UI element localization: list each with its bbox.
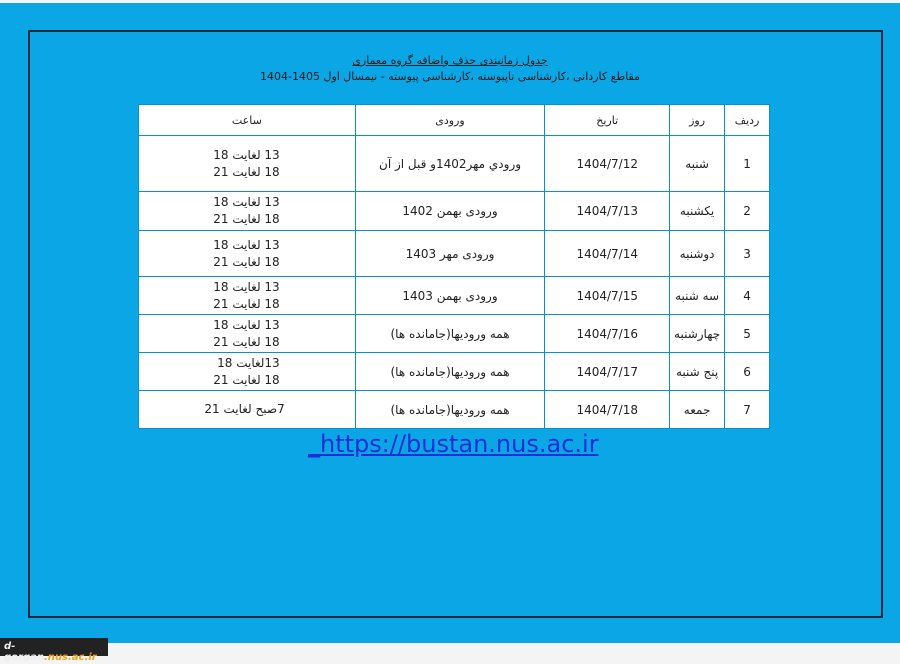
- row-entry: همه ورودیها(جامانده ها): [355, 315, 545, 353]
- time-range: 18 لغایت 21: [213, 164, 280, 179]
- time-range: 13 لغایت 18: [213, 195, 280, 209]
- row-number: 5: [725, 315, 770, 353]
- row-date: 1404/7/14: [545, 231, 670, 277]
- table-header: [139, 105, 770, 136]
- row-date: 1404/7/13: [545, 192, 670, 231]
- row-time: [139, 231, 356, 277]
- row-time: [139, 192, 356, 231]
- row-date: 1404/7/16: [545, 315, 670, 353]
- row-number: 7: [725, 391, 770, 429]
- row-entry: ورودی بهمن 1402: [355, 192, 545, 231]
- row-day: شنبه: [670, 136, 725, 192]
- page-title: [0, 54, 900, 67]
- header-time: ساعت: [139, 105, 356, 136]
- row-day: یکشنبه: [670, 192, 725, 231]
- header-date: تاریخ: [545, 105, 670, 136]
- table-row: [139, 353, 770, 391]
- row-day: جمعه: [670, 391, 725, 429]
- time-range: 7صبح لغایت 21: [204, 402, 285, 416]
- row-time: [139, 136, 356, 192]
- website-link-container: [308, 430, 599, 458]
- subtitle: مقاطع کاردانی ،کارشناسی ناپیوسته ،کارشناسی پیوسته - نیمسال اول 1405-1404: [259, 70, 641, 83]
- row-date: 1404/7/17: [545, 353, 670, 391]
- row-number: 2: [725, 192, 770, 231]
- row-day: پنج شنبه: [670, 353, 725, 391]
- row-time: [139, 315, 356, 353]
- badge-text-b: .nus.ac.ir: [44, 652, 97, 663]
- table-row: [139, 277, 770, 315]
- row-date: 1404/7/15: [545, 277, 670, 315]
- row-number: 3: [725, 231, 770, 277]
- table-row: [139, 192, 770, 231]
- header-entry: ورودی: [355, 105, 545, 136]
- row-entry: ورودی بهمن 1403: [355, 277, 545, 315]
- row-number: 4: [725, 277, 770, 315]
- row-number: 6: [725, 353, 770, 391]
- row-date: 1404/7/18: [545, 391, 670, 429]
- time-range: 13 لغایت 18: [213, 147, 280, 162]
- link-prefix: _: [308, 430, 320, 458]
- row-number: 1: [725, 136, 770, 192]
- schedule-table: [138, 104, 770, 429]
- header-day: روز: [670, 105, 725, 136]
- row-entry: ورودی مهر 1403: [355, 231, 545, 277]
- time-range: 18 لغایت 21: [213, 254, 280, 269]
- row-time: [139, 277, 356, 315]
- table-row: [139, 231, 770, 277]
- row-entry: همه ورودیها(جامانده ها): [355, 391, 545, 429]
- row-time: [139, 353, 356, 391]
- time-range: 18 لغایت 21: [213, 212, 280, 226]
- table-row: [139, 136, 770, 192]
- row-day: دوشنبه: [670, 231, 725, 277]
- row-entry: ورودي مهر1402و قبل از آن: [355, 136, 545, 192]
- row-entry: همه ورودیها(جامانده ها): [355, 353, 545, 391]
- title-text: جدول زمانبندی حذف واضافه گروه معماری: [352, 54, 548, 67]
- website-link[interactable]: https://bustan.nus.ac.ir: [320, 430, 599, 458]
- time-range: 18 لغایت 21: [213, 334, 280, 349]
- time-range: 13لغایت 18: [217, 355, 280, 370]
- watermark-badge: [0, 638, 108, 663]
- row-day: سه شنبه: [670, 277, 725, 315]
- row-date: 1404/7/12: [545, 136, 670, 192]
- row-time: [139, 391, 356, 429]
- row-day: چهارشنبه: [670, 315, 725, 353]
- table-row: [139, 315, 770, 353]
- time-range: 13 لغایت 18: [213, 279, 280, 294]
- table-row: [139, 391, 770, 429]
- time-range: 13 لغایت 18: [213, 237, 280, 252]
- time-range: 13 لغایت 18: [213, 317, 280, 332]
- badge-text-a: d-gorgan: [4, 641, 44, 663]
- header-row-number: ردیف: [725, 105, 770, 136]
- time-range: 18 لغایت 21: [213, 296, 280, 311]
- time-range: 18 لغایت 21: [213, 372, 280, 387]
